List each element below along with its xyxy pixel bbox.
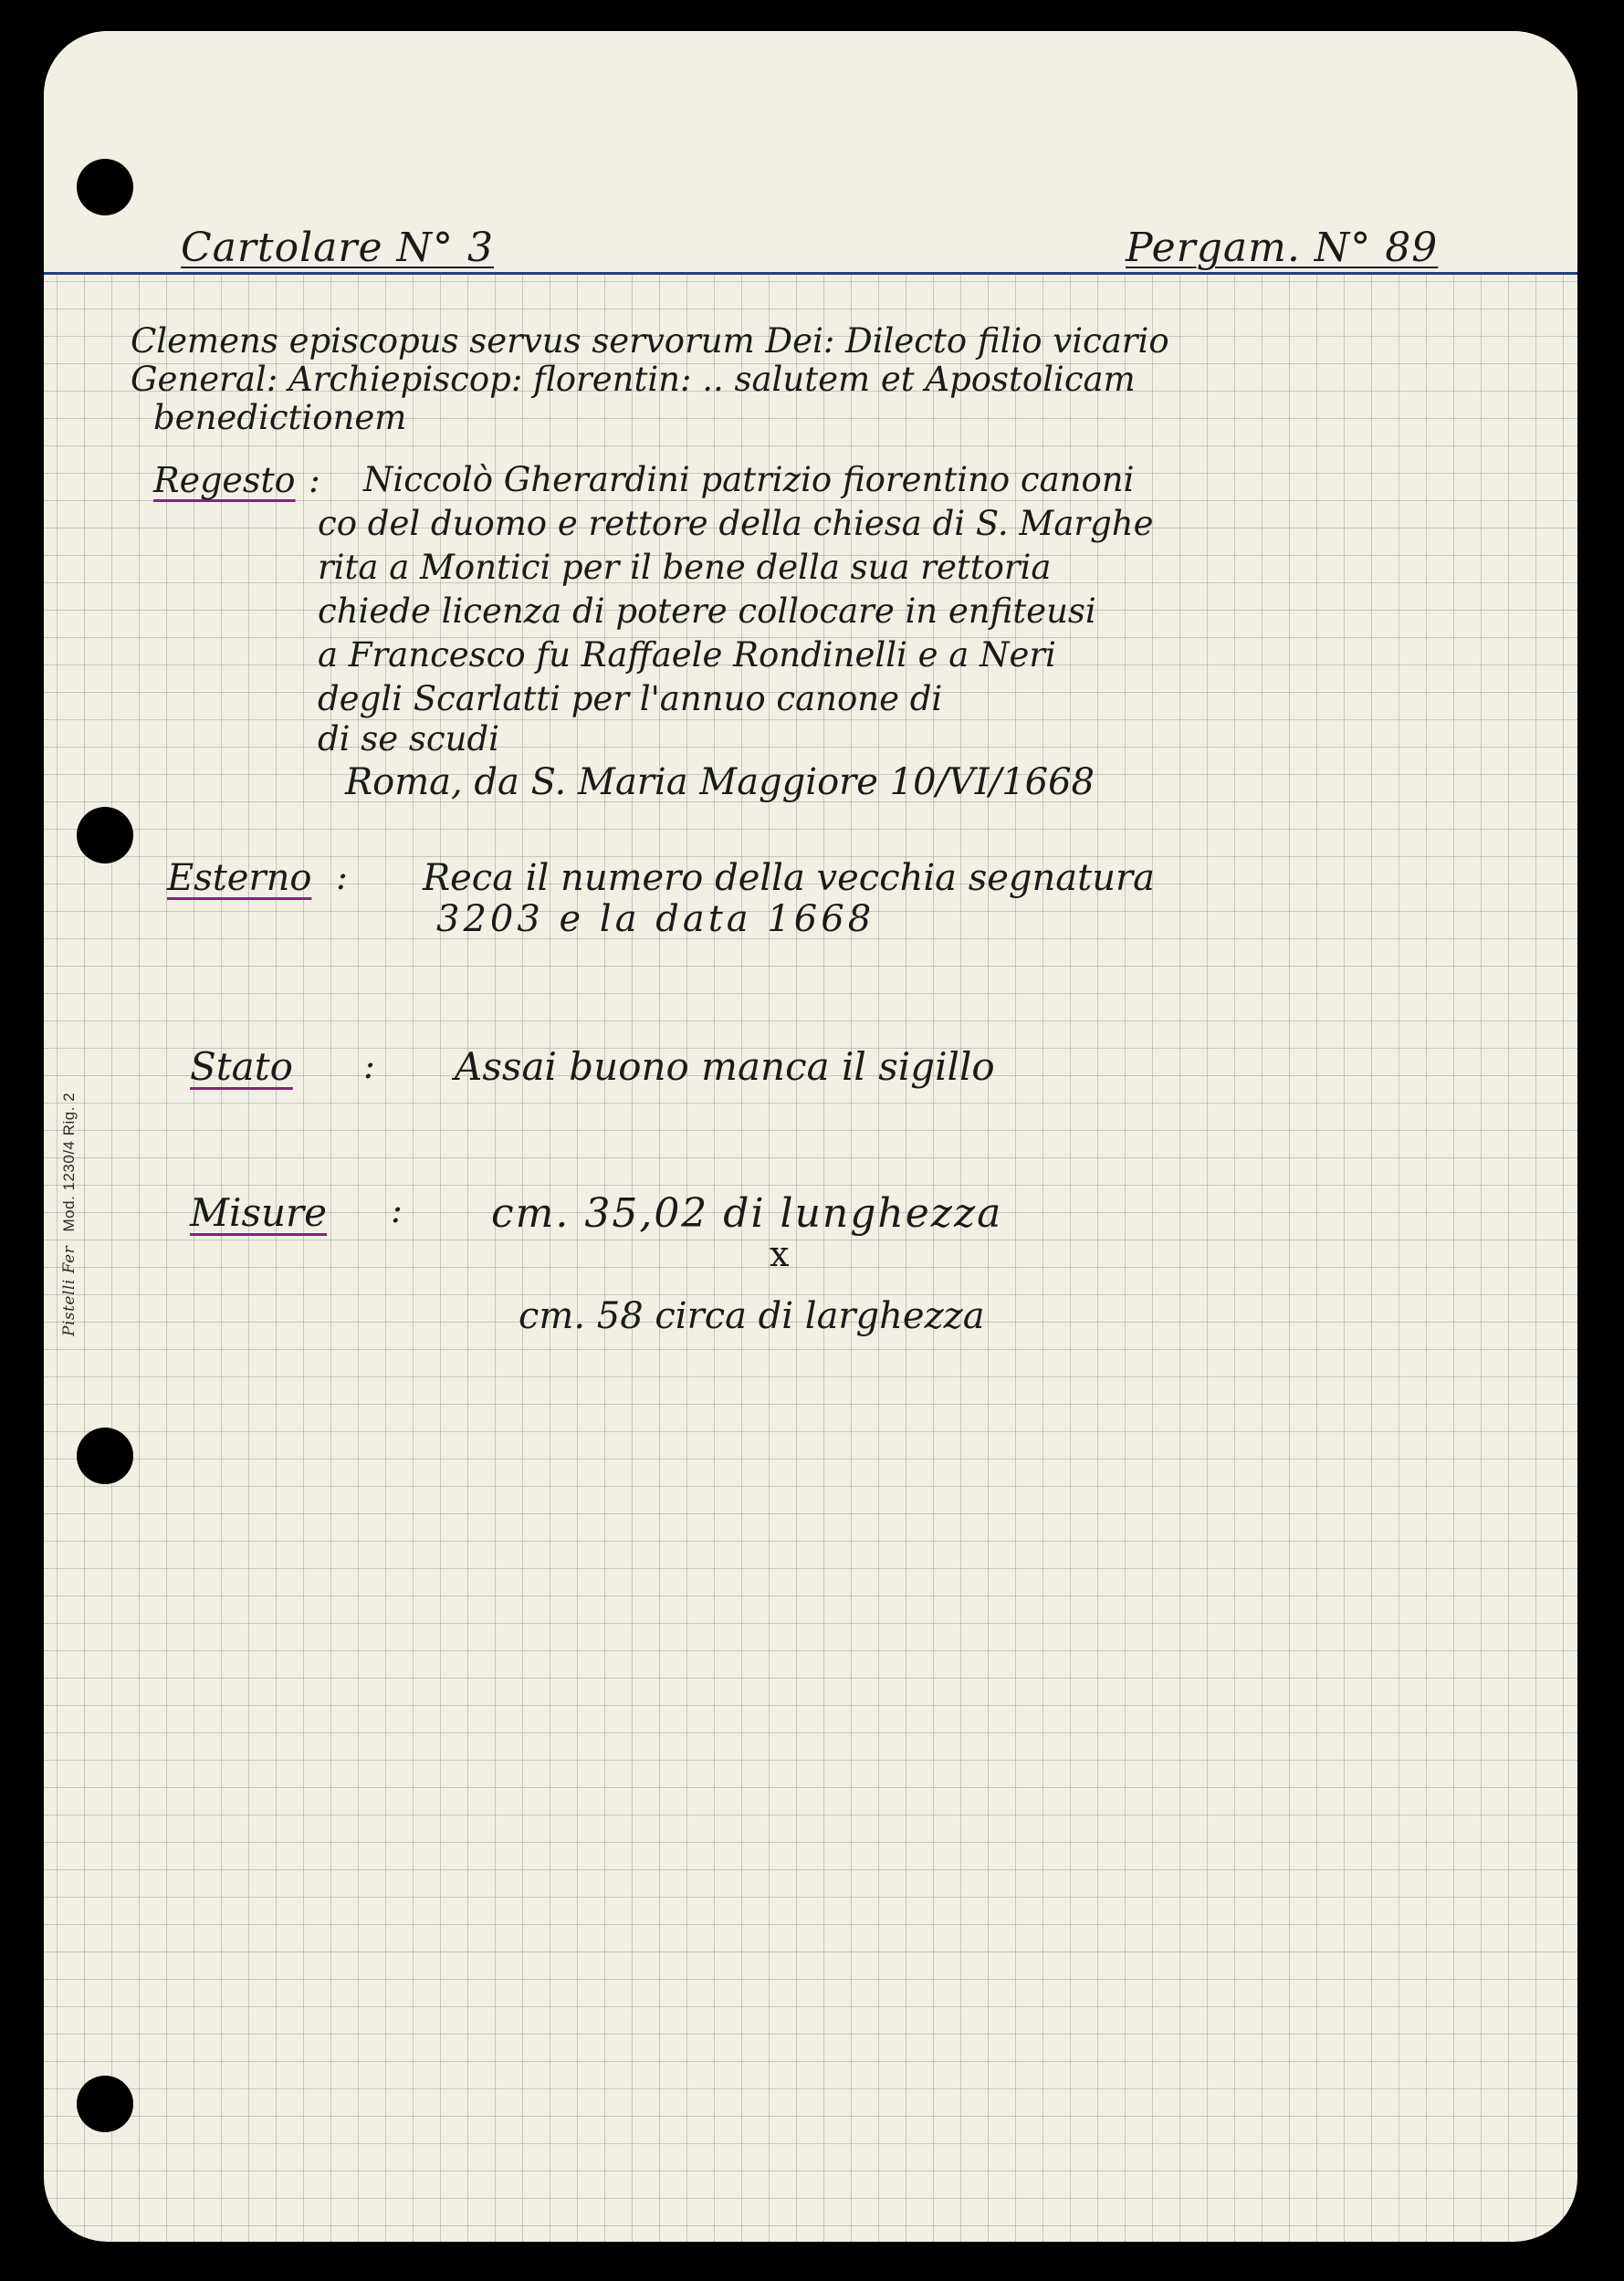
- misure-colon: :: [391, 1190, 403, 1230]
- punch-hole-lower-middle: [77, 1428, 133, 1484]
- stato-colon: :: [363, 1046, 375, 1086]
- regesto-line: degli Scarlatti per l'annuo canone di: [318, 679, 943, 718]
- esterno-line: 3203 e la data 1668: [436, 898, 875, 940]
- insertion-mark: x: [770, 1234, 790, 1274]
- stato-text: Assai buono manca il sigillo: [455, 1044, 995, 1089]
- punch-hole-bottom: [77, 2076, 133, 2132]
- intro-line: General: Archiepiscop: florentin: .. salutem et Apostolicam: [131, 360, 1136, 399]
- header-pergamena: Pergam. N° 89: [1126, 225, 1439, 271]
- regesto-line: rita a Montici per il bene della sua rettoria: [318, 548, 1052, 587]
- record-card: [44, 31, 1577, 2242]
- regesto-line: a Francesco fu Raffaele Rondinelli e a Neri: [318, 635, 1056, 675]
- regesto-line: chiede licenza di potere collocare in enfiteusi: [318, 591, 1096, 631]
- regesto-line: di se scudi: [318, 719, 499, 759]
- intro-line: Clemens episcopus servus servorum Dei: Dilecto filio vicario: [131, 321, 1169, 361]
- stato-label: Stato: [190, 1044, 293, 1089]
- punch-hole-upper-middle: [77, 807, 133, 863]
- regesto-place-date: Roma, da S. Maria Maggiore 10/VI/1668: [345, 761, 1095, 803]
- intro-line: benedictionem: [153, 398, 407, 437]
- misure-line: cm. 58 circa di larghezza: [519, 1295, 985, 1337]
- printer-model: Mod. 1230/4 Rig. 2: [60, 1092, 78, 1232]
- regesto-colon: :: [309, 460, 320, 500]
- punch-hole-top: [77, 159, 133, 215]
- printer-brand: Pistelli Fer: [60, 1245, 79, 1336]
- regesto-line: Niccolò Gherardini patrizio fiorentino canoni: [363, 460, 1135, 499]
- esterno-line: Reca il numero della vecchia segnatura: [423, 857, 1155, 899]
- printer-imprint: [60, 1093, 79, 1336]
- esterno-colon: :: [336, 857, 348, 897]
- misure-line: cm. 35,02 di lunghezza: [491, 1190, 1003, 1237]
- header-cartolare: Cartolare N° 3: [181, 225, 494, 271]
- misure-label: Misure: [190, 1190, 327, 1235]
- esterno-label: Esterno: [167, 857, 312, 899]
- regesto-label: Regesto: [153, 460, 296, 500]
- regesto-line: co del duomo e rettore della chiesa di S. Marghe: [318, 504, 1154, 543]
- header-rule: [44, 272, 1577, 275]
